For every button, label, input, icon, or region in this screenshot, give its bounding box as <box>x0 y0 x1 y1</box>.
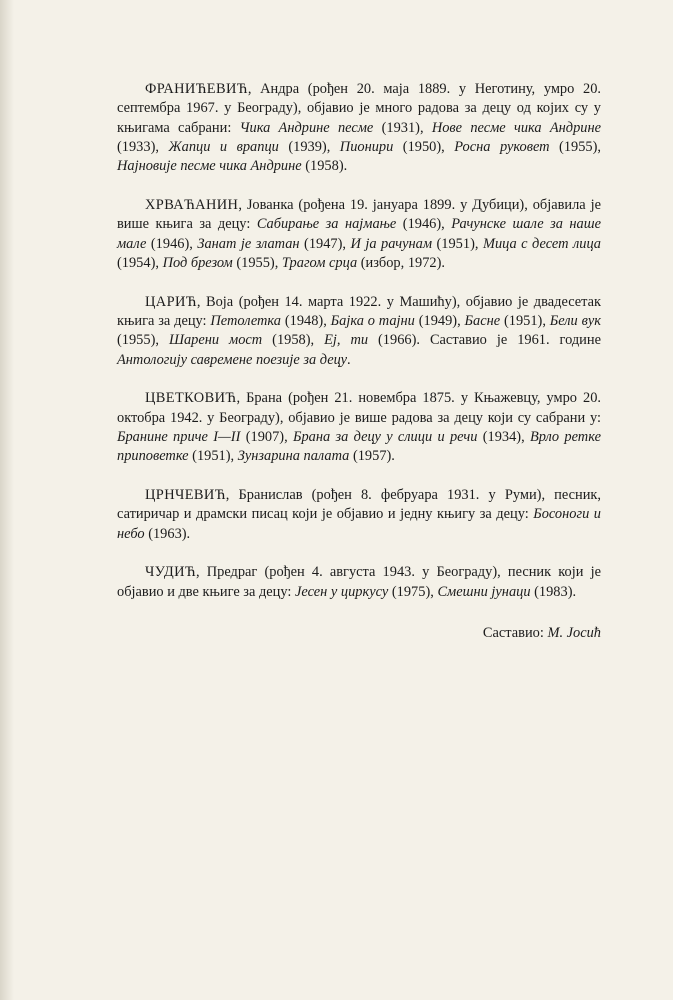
entry-text: (1907), <box>240 428 293 445</box>
entry-text: (1951), <box>500 312 550 329</box>
entry-text: (1939), <box>278 138 340 155</box>
entry-name: ЦАРИЋ <box>145 293 197 310</box>
entry-text: (1955), <box>117 332 169 349</box>
entry-text: , Брана (рођен 21. новембра 1875. у Књажевцу, умро 20. октобра 1942. у Београду), објавио је више радова за децу који су сабрани у: <box>117 390 601 426</box>
work-title: Јесен у циркусу <box>295 583 389 600</box>
work-title: Еј, ти <box>324 332 369 349</box>
entry-text: (1958). <box>301 158 348 175</box>
biography-entry <box>117 293 601 370</box>
work-title: Бели вук <box>549 312 601 329</box>
work-title: Антологију савремене поезије за децу <box>117 351 347 368</box>
entry-text: (1949), <box>414 312 465 329</box>
work-title: Зунзарина палата <box>237 448 350 465</box>
entry-text: (1963). <box>144 525 191 542</box>
work-title: Бајка о тајни <box>330 312 415 329</box>
work-title: Шарени мост <box>168 332 263 349</box>
entry-text: (1946), <box>396 216 452 233</box>
work-title: Рачунске шале за наше мале <box>117 216 601 252</box>
entry-text: (1955), <box>549 138 602 155</box>
work-title: Врло ретке приповетке <box>117 428 601 465</box>
entry-text: , Андра (рођен 20. маја 1889. у Неготину, умро 20. септембра 1967. у Београду), објавио је много радова за децу од којих су у књигама сабрани: <box>117 81 601 136</box>
entry-text: . <box>347 351 351 368</box>
entry-text: (1951), <box>432 235 483 252</box>
biography-entry <box>117 563 601 602</box>
biography-entry <box>117 486 601 544</box>
biography-entry <box>117 389 601 466</box>
work-title: Пионири <box>339 138 394 155</box>
entry-text: (1951), <box>188 448 238 465</box>
work-title: Под брезом <box>162 254 233 271</box>
entry-text: (1966). Саставио је 1961. године <box>368 332 601 349</box>
work-title: Басне <box>464 312 501 329</box>
signature-author: М. Јосић <box>547 625 601 642</box>
entry-text: (1955), <box>232 254 282 271</box>
work-title: Трагом срца <box>281 254 358 271</box>
signature-label: Саставио: <box>482 625 544 642</box>
entry-text: , Јованка (рођена 19. јануара 1899. у Дубици), објавила је више књига за децу: <box>117 196 601 233</box>
work-title: Најновије песме чика Андрине <box>117 158 302 175</box>
entries-container <box>117 80 601 602</box>
entry-text: , Предраг (рођен 4. августа 1943. у Београду), песник који је објавио и две књиге за децу: <box>117 564 601 600</box>
entry-name: ЦРНЧЕВИЋ <box>145 487 226 504</box>
entry-text: (избор, 1972). <box>357 254 445 271</box>
entry-text: (1958), <box>262 332 325 349</box>
entry-text: (1931), <box>373 119 432 136</box>
work-title: Бранине приче I—II <box>117 428 241 445</box>
entry-text: (1954), <box>117 254 163 271</box>
entry-name: ЦВЕТКОВИЋ <box>145 390 237 407</box>
page-spine-shadow <box>0 0 14 1000</box>
work-title: Занат је златан <box>197 235 300 252</box>
biography-list <box>117 80 601 643</box>
biography-entry <box>117 80 601 176</box>
entry-text: (1946), <box>146 235 198 252</box>
entry-text: , Бранислав (рођен 8. фебруара 1931. у Руми), песник, сатиричар и драмски писац који је објавио и једну књигу за децу: <box>117 487 601 523</box>
entry-text: (1950), <box>393 138 455 155</box>
signature <box>117 624 601 643</box>
work-title: Росна руковет <box>454 138 550 155</box>
work-title: Чика Андрине песме <box>239 119 374 136</box>
entry-text: (1957). <box>349 448 395 465</box>
work-title: Нове песме чика Андрине <box>431 119 601 136</box>
work-title: Брана за децу у слици и речи <box>292 428 478 445</box>
work-title: Сабирање за најмање <box>256 216 397 233</box>
work-title: Мица с десет лица <box>482 235 602 252</box>
entry-text: (1934), <box>477 428 531 445</box>
work-title: Петолетка <box>210 312 282 329</box>
biography-entry <box>117 196 601 273</box>
work-title: Босоноги и небо <box>117 506 601 542</box>
entry-name: ФРАНИЋЕВИЋ <box>145 81 248 97</box>
work-title: Смешни јунаци <box>437 583 531 600</box>
entry-text: (1983). <box>530 583 577 600</box>
entry-text: , Воја (рођен 14. марта 1922. у Машићу), објавио је двадесетак књига за децу: <box>117 293 601 329</box>
entry-name: ХРВАЋАНИН <box>145 196 239 213</box>
entry-text: (1975), <box>388 583 438 600</box>
work-title: И ја рачунам <box>350 235 433 252</box>
entry-text: (1948), <box>281 312 331 329</box>
entry-text: (1933), <box>117 138 169 155</box>
entry-name: ЧУДИЋ <box>145 564 196 581</box>
entry-text: (1947), <box>299 235 351 252</box>
work-title: Жапци и врапци <box>168 138 279 155</box>
